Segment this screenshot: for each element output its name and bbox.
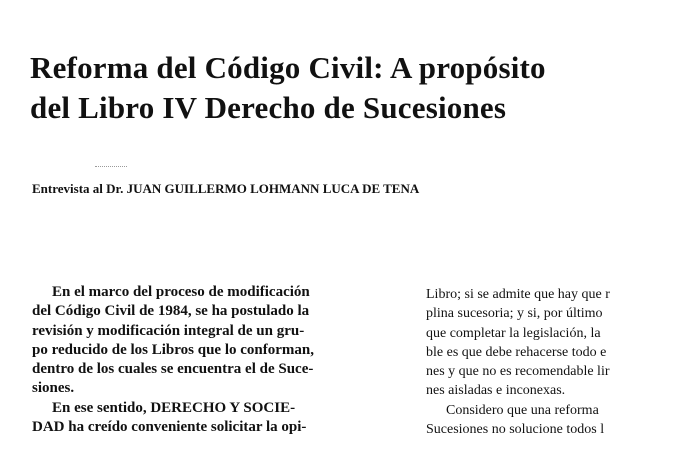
right-column — [426, 285, 684, 439]
decorative-dots — [95, 166, 127, 169]
left-column — [32, 283, 402, 437]
text-line: En el marco del proceso de modificación — [52, 284, 310, 300]
text-line: Considero que una reforma — [446, 402, 599, 418]
article-byline: Entrevista al Dr. JUAN GUILLERMO LOHMANN LUCA DE TENA — [32, 181, 420, 196]
text-line: nes y que no es recomendable lir — [426, 364, 610, 380]
text-line: Libro; si se admite que hay que r — [426, 287, 610, 302]
text-line: siones. — [32, 380, 75, 397]
text-line: DAD ha creído conveniente solicitar la opi- — [32, 419, 307, 436]
text-line: del Código Civil de 1984, se ha postulado la — [32, 303, 310, 320]
text-line: Sucesiones no solucione todos l — [426, 422, 605, 438]
text-line: En ese sentido, DERECHO Y SOCIE- — [52, 399, 296, 416]
text-line: nes aisladas e inconexas. — [426, 383, 566, 399]
text-line: revisión y modificación integral de un gru- — [32, 322, 305, 339]
text-line: dentro de los cuales se encuentra el de Suce- — [32, 361, 314, 378]
text-line: ble es que debe rehacerse todo e — [426, 344, 607, 360]
left-paragraph-2 — [32, 399, 402, 438]
left-paragraph-1 — [32, 283, 402, 399]
text-line: que completar la legislación, la — [426, 325, 601, 341]
article-title — [30, 48, 684, 128]
text-line: plina sucesoria; y si, por último — [426, 306, 603, 322]
title-line-1: Reforma del Código Civil: A propósito — [30, 50, 546, 85]
text-line: po reducido de los Libros que lo conforman, — [32, 341, 314, 358]
title-line-2: del Libro IV Derecho de Sucesiones — [30, 90, 507, 125]
